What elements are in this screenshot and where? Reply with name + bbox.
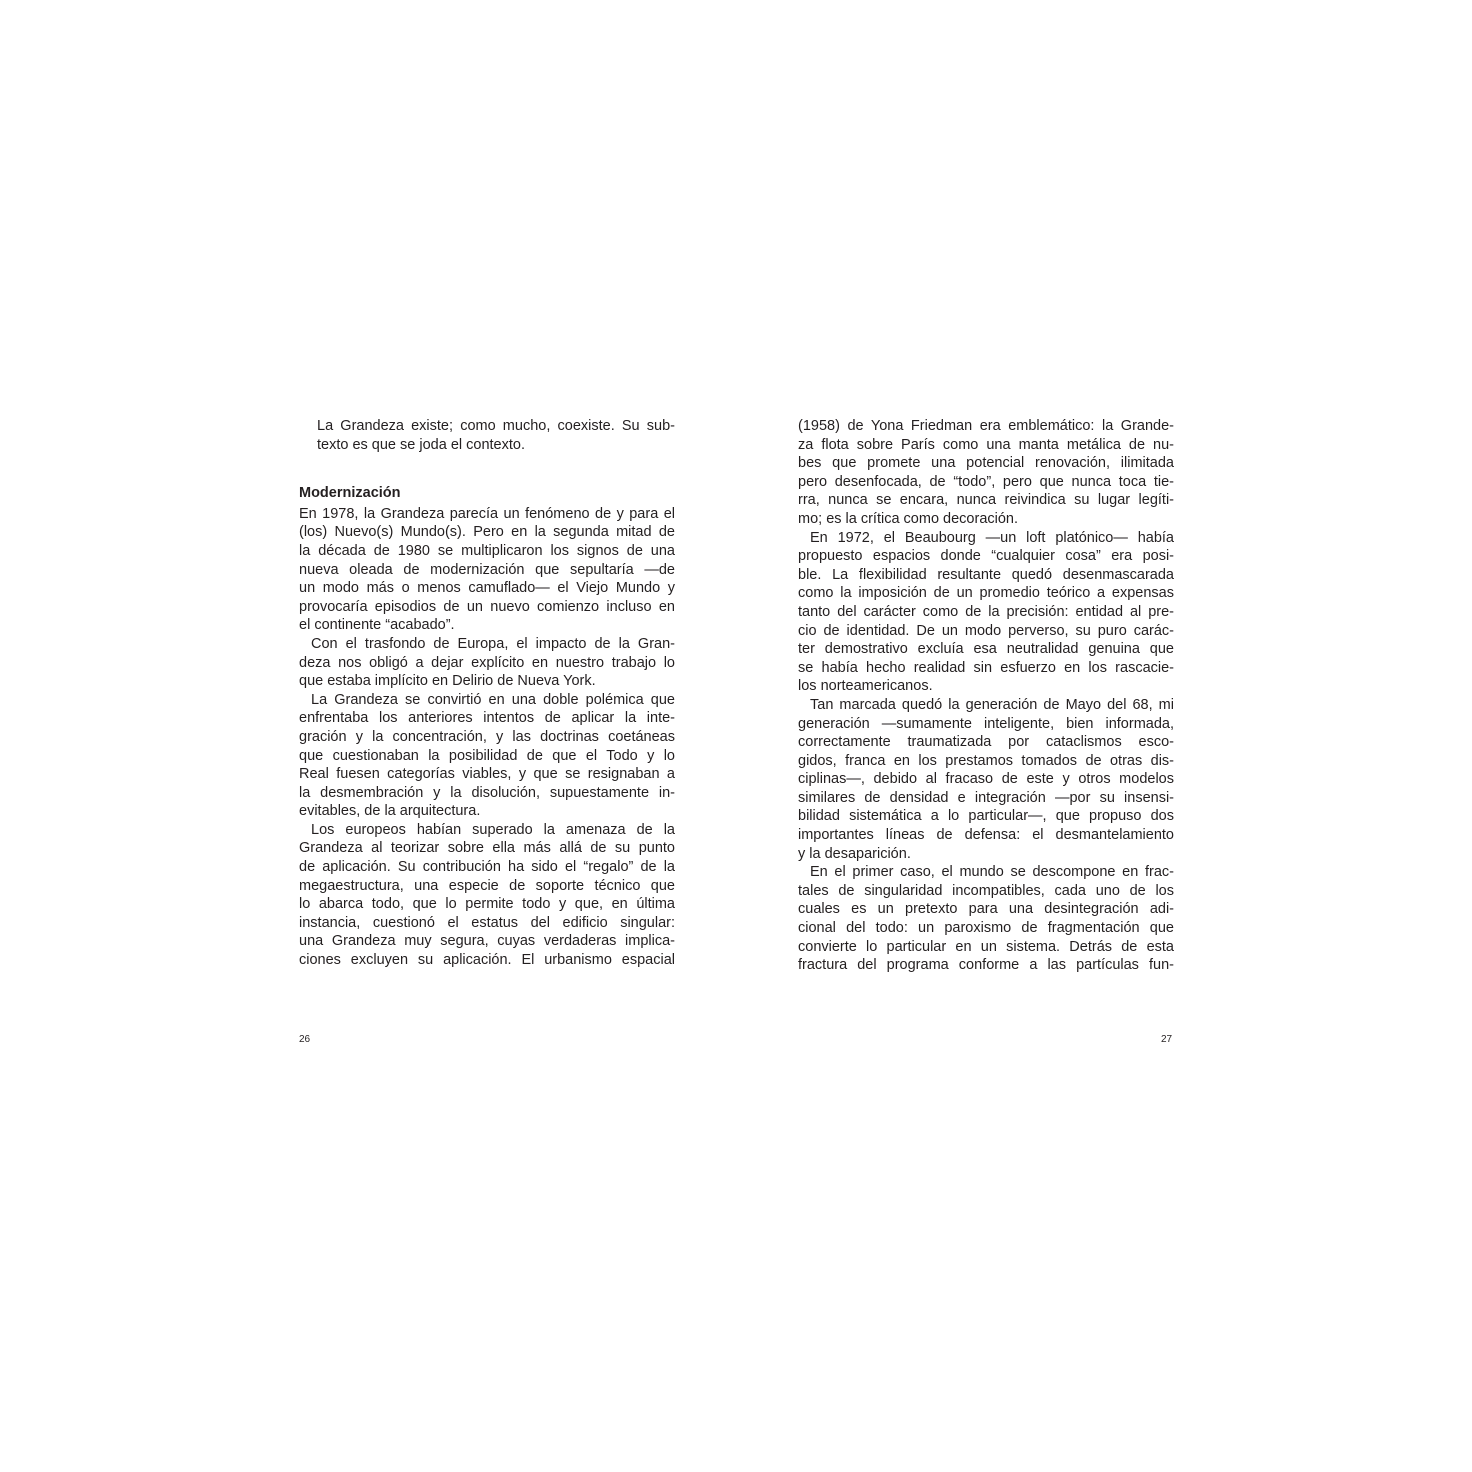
body-line: un modo más o menos camuflado— el Viejo Mundo y	[299, 580, 675, 597]
body-line: los norteamericanos.	[798, 678, 933, 695]
body-line: similares de densidad e integración —por su insensi-	[798, 789, 1174, 806]
body-line: cuales es un pretexto para una desintegración adi-	[798, 901, 1174, 918]
body-line: que estaba implícito en Delirio de Nueva York.	[299, 673, 596, 690]
body-line: rra, nunca se encara, nunca reivindica su lugar legíti-	[798, 492, 1174, 509]
body-line: y la desaparición.	[798, 845, 911, 862]
epigraph-line: texto es que se joda el contexto.	[317, 436, 525, 453]
page-number-right: 27	[1161, 1034, 1173, 1045]
right-page	[798, 417, 1174, 975]
body-line: fractura del programa conforme a las partículas fun-	[798, 957, 1174, 974]
left-page	[299, 417, 675, 970]
body-line: como la imposición de un promedio teórico a expensas	[798, 585, 1174, 602]
body-line: instancia, cuestionó el estatus del edificio singular:	[299, 914, 675, 931]
body-line: bes que promete una potencial renovación, ilimitada	[798, 455, 1174, 472]
body-line: bilidad sistemática a lo particular—, que propuso dos	[798, 808, 1174, 825]
body-line: En 1972, el Beaubourg —un loft platónico— había	[810, 529, 1174, 546]
body-line: deza nos obligó a dejar explícito en nuestro trabajo lo	[299, 654, 675, 671]
body-line: cio de identidad. De un modo perverso, su puro carác-	[798, 622, 1174, 639]
body-line: ter demostrativo excluía esa neutralidad genuina que	[798, 641, 1174, 658]
body-line: que cuestionaban la posibilidad de que el Todo y lo	[299, 747, 675, 764]
body-line: convierte lo particular en un sistema. Detrás de esta	[798, 938, 1174, 955]
body-line: nueva oleada de modernización que sepultaría —de	[299, 561, 675, 578]
body-line: cional del todo: un paroxismo de fragmentación que	[798, 920, 1174, 937]
body-line: En 1978, la Grandeza parecía un fenómeno de y para el	[299, 505, 675, 522]
body-line: Real fuesen categorías viables, y que se resignaban a	[299, 766, 675, 783]
body-line: correctamente traumatizada por cataclismos esco-	[798, 734, 1174, 751]
body-line: Grandeza al teorizar sobre ella más allá de su punto	[299, 840, 675, 857]
body-line: tales de singularidad incompatibles, cada uno de los	[798, 882, 1174, 899]
body-line: pero desenfocada, de “todo”, pero que nunca toca tie-	[798, 473, 1174, 490]
body-line: ciplinas—, debido al fracaso de este y otros modelos	[798, 771, 1174, 788]
body-line: tanto del carácter como de la precisión: entidad al pre-	[798, 603, 1174, 620]
epigraph-line: La Grandeza existe; como mucho, coexiste. Su sub-	[317, 418, 675, 434]
body-line: evitables, de la arquitectura.	[299, 803, 481, 820]
body-line: el continente “acabado”.	[299, 617, 455, 634]
body-line: mo; es la crítica como decoración.	[798, 510, 1019, 527]
body-line: se había hecho realidad sin esfuerzo en los rascacie-	[798, 659, 1174, 676]
body-line: Tan marcada quedó la generación de Mayo del 68, mi	[810, 696, 1174, 713]
body-line: generación —sumamente inteligente, bien informada,	[798, 715, 1174, 732]
body-line: Los europeos habían superado la amenaza de la	[311, 821, 675, 838]
body-line: En el primer caso, el mundo se descompone en frac-	[810, 864, 1174, 881]
page-number-left: 26	[299, 1034, 311, 1045]
body-line: provocaría episodios de un nuevo comienzo incluso en	[299, 598, 675, 615]
body-line: de aplicación. Su contribución ha sido el “regalo” de la	[299, 859, 675, 876]
body-line: La Grandeza se convirtió en una doble polémica que	[311, 691, 675, 708]
body-line: la década de 1980 se multiplicaron los signos de una	[299, 542, 675, 559]
body-line: lo abarca todo, que lo permite todo y que, en última	[299, 896, 675, 913]
body-line: (1958) de Yona Friedman era emblemático: la Grande-	[798, 418, 1174, 434]
body-line: Con el trasfondo de Europa, el impacto de la Gran-	[311, 635, 675, 652]
body-line: za flota sobre París como una manta metálica de nu-	[798, 436, 1174, 453]
body-line: la desmembración y la disolución, supuestamente in-	[299, 784, 675, 801]
body-line: megaestructura, una especie de soporte técnico que	[299, 877, 675, 894]
body-line: una Grandeza muy segura, cuyas verdaderas implica-	[299, 933, 675, 950]
body-line: (los) Nuevo(s) Mundo(s). Pero en la segunda mitad de	[299, 524, 675, 541]
body-line: gidos, franca en los prestamos tomados de otras dis-	[798, 752, 1174, 769]
body-line: importantes líneas de defensa: el desmantelamiento	[798, 827, 1174, 844]
body-line: enfrentaba los anteriores intentos de aplicar la inte-	[299, 710, 675, 727]
body-line: propuesto espacios donde “cualquier cosa” era posi-	[798, 548, 1174, 565]
body-line: ciones excluyen su aplicación. El urbanismo espacial	[299, 952, 675, 969]
section-heading: Modernización	[299, 485, 401, 502]
body-line: gración y la concentración, y las doctrinas coetáneas	[299, 728, 675, 745]
body-line: ble. La flexibilidad resultante quedó desenmascarada	[798, 566, 1174, 583]
